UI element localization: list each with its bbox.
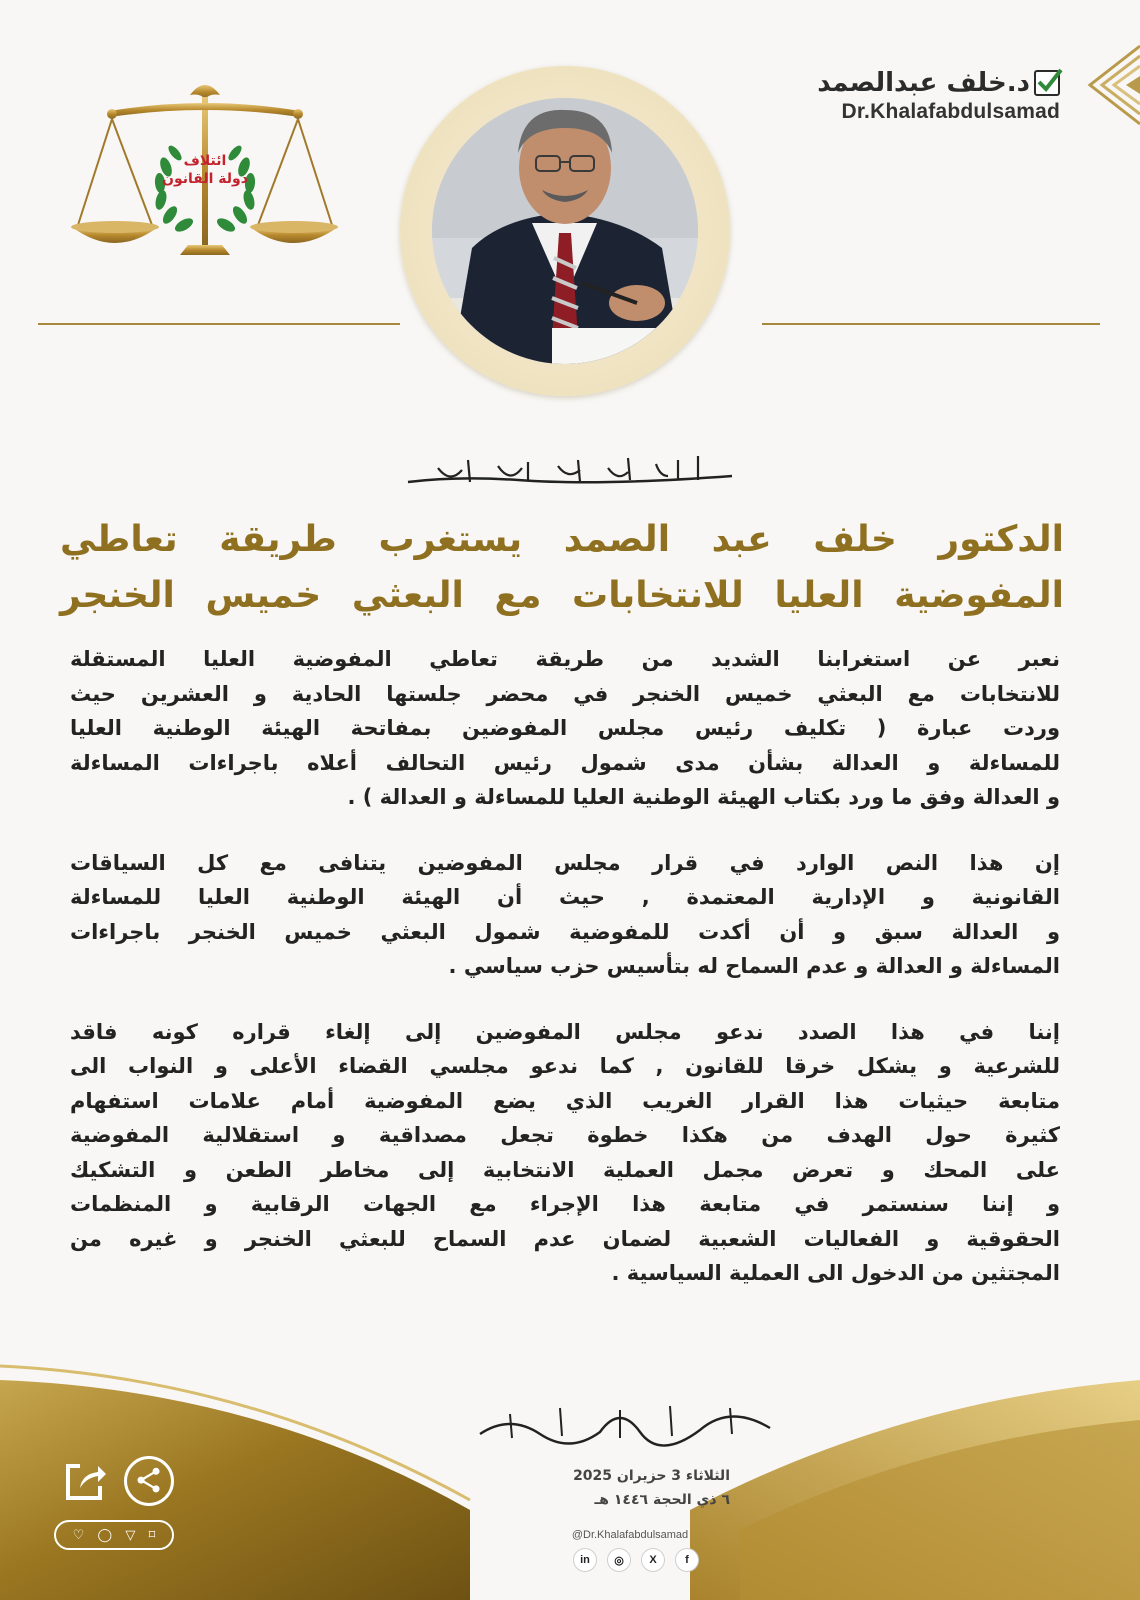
reaction-bar bbox=[54, 1520, 174, 1550]
paragraph-2 bbox=[70, 846, 1060, 984]
body-line: المجتثين من الدخول الى العملية السياسية . bbox=[611, 1261, 1060, 1285]
party-name: ائتلاف دولة القانون bbox=[162, 153, 248, 187]
brand-name-english: Dr.Khalafabdulsamad bbox=[841, 100, 1060, 123]
portrait-photo bbox=[432, 98, 698, 364]
body-line: للمساءلة و العدالة بشأن مدى شمول رئيس التحالف أعلاه باجراءات المساءلة bbox=[70, 750, 1060, 775]
body-line: متابعة حيثيات هذا القرار الغريب الذي يضع المفوضية أمام علامات استفهام bbox=[70, 1088, 1060, 1113]
paragraph-1 bbox=[70, 642, 1060, 815]
date-block bbox=[530, 1464, 730, 1512]
body-line: و إننا سنستمر في متابعة هذا الإجراء مع الجهات الرقابية و المنظمات bbox=[70, 1192, 1060, 1216]
headline-line-1: الدكتور خلف عبد الصمد يستغرب طريقة تعاطي bbox=[60, 519, 1064, 560]
divider-right bbox=[762, 323, 1100, 325]
brand-name-arabic: د.خلف عبدالصمد bbox=[817, 68, 1030, 98]
body-line: المساءلة و العدالة و عدم السماح له بتأسيس حزب سياسي . bbox=[448, 954, 1060, 978]
instagram-icon[interactable]: ◎ bbox=[607, 1548, 631, 1572]
paragraph-3 bbox=[70, 1015, 1060, 1291]
divider-left bbox=[38, 323, 400, 325]
body-line: كثيرة حول الهدف من هكذا خطوة تجعل مصداقية و استقلالية المفوضية bbox=[70, 1123, 1060, 1147]
corner-chevron-ornament bbox=[1068, 40, 1140, 130]
hijri-date: ٦ ذي الحجة ١٤٤٦ هـ bbox=[594, 1492, 730, 1508]
facebook-icon[interactable]: f bbox=[675, 1548, 699, 1572]
share-icon[interactable] bbox=[124, 1456, 174, 1506]
body-line: و العدالة وفق ما ورد بكتاب الهيئة الوطنية العليا للمساءلة و العدالة ) . bbox=[347, 785, 1060, 809]
bookmark-icon[interactable]: ⌑ bbox=[148, 1527, 156, 1543]
statement-body bbox=[70, 642, 1060, 1322]
brand-logo bbox=[810, 68, 1060, 124]
repost-icon[interactable] bbox=[62, 1458, 108, 1504]
body-line: للشرعية و يشكل خرقا للقانون , كما ندعو مجلسي القضاء الأعلى و النواب الى bbox=[70, 1054, 1060, 1078]
body-line: القانونية و الإدارية المعتمدة , حيث أن الهيئة الوطنية العليا للمساءلة bbox=[70, 885, 1060, 909]
headline-line-2: المفوضية العليا للانتخابات مع البعثي خميس الخنجر bbox=[60, 575, 1064, 616]
body-line: الحقوقية و الفعاليات الشعبية لضمان عدم السماح للبعثي الخنجر و غيره من bbox=[70, 1226, 1060, 1251]
headline bbox=[60, 512, 1064, 624]
social-links bbox=[573, 1548, 699, 1572]
body-line: وردت عبارة ( تكليف رئيس مجلس المفوضين بمفاتحة الهيئة الوطنية العليا bbox=[70, 716, 1060, 740]
send-icon[interactable]: ▽ bbox=[125, 1527, 136, 1543]
body-line: و العدالة سبق و أن أكدت للمفوضية شمول البعثي خميس الخنجر باجراءات bbox=[70, 919, 1060, 944]
social-handle[interactable]: @Dr.Khalafabdulsamad bbox=[571, 1529, 689, 1541]
body-line: إن هذا النص الوارد في قرار مجلس المفوضين يتنافى مع كل السياقات bbox=[70, 850, 1060, 875]
body-line: نعبر عن استغرابنا الشديد من طريقة تعاطي المفوضية العليا المستقلة bbox=[70, 647, 1060, 671]
signature bbox=[470, 1394, 780, 1452]
body-line: إننا في هذا الصدد ندعو مجلس المفوضين إلى إلغاء قراره كونه فاقد bbox=[70, 1019, 1060, 1044]
body-line: على المحك و تعرض مجمل العملية الانتخابية إلى مخاطر الطعن و التشكيك bbox=[70, 1157, 1060, 1182]
checkmark-icon bbox=[1034, 70, 1060, 96]
gregorian-date: الثلاثاء 3 حزيران 2025 bbox=[573, 1468, 730, 1484]
comment-icon[interactable]: ◯ bbox=[97, 1527, 113, 1543]
basmala-calligraphy bbox=[398, 446, 742, 492]
body-line: للانتخابات مع البعثي خميس الخنجر في محضر جلستها الحادية و العشرين حيث bbox=[70, 681, 1060, 706]
x-twitter-icon[interactable]: X bbox=[641, 1548, 665, 1572]
heart-icon[interactable]: ♡ bbox=[72, 1527, 85, 1543]
linkedin-icon[interactable]: in bbox=[573, 1548, 597, 1572]
